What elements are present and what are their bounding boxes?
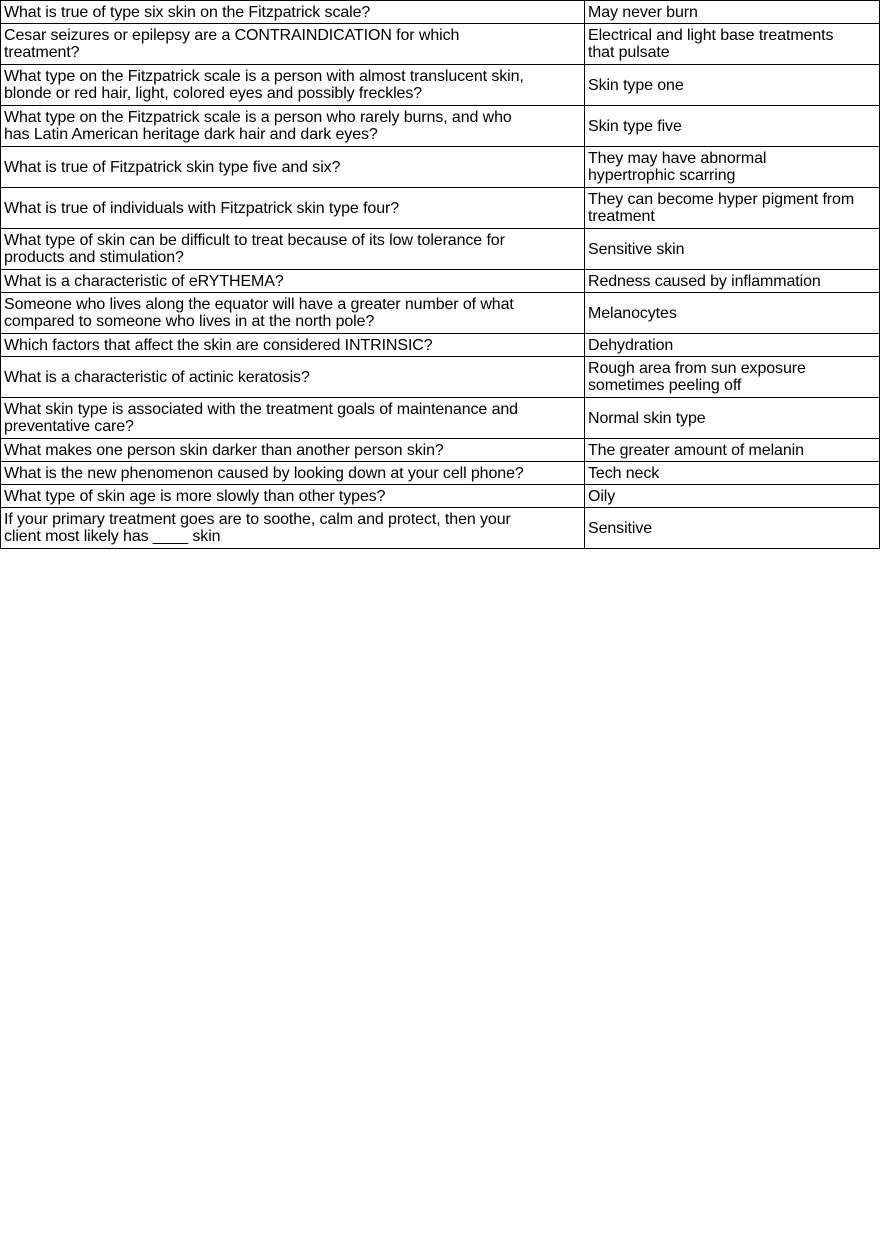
table-row xyxy=(1,357,880,398)
table-row xyxy=(1,229,880,270)
flashcard-table-body xyxy=(1,1,880,549)
table-row xyxy=(1,147,880,188)
question-cell: Which factors that affect the skin are considered INTRINSIC? xyxy=(1,334,585,357)
question-cell: If your primary treatment goes are to soothe, calm and protect, then your client most likely has ____ skin xyxy=(1,508,585,549)
answer-cell: Sensitive skin xyxy=(585,229,880,270)
question-cell: What is a characteristic of actinic keratosis? xyxy=(1,357,585,398)
answer-cell: Rough area from sun exposure sometimes peeling off xyxy=(585,357,880,398)
question-cell: What is a characteristic of eRYTHEMA? xyxy=(1,270,585,293)
answer-cell: Electrical and light base treatments that pulsate xyxy=(585,24,880,65)
answer-cell: Sensitive xyxy=(585,508,880,549)
question-cell: What is true of type six skin on the Fitzpatrick scale? xyxy=(1,1,585,24)
answer-cell: They can become hyper pigment from treatment xyxy=(585,188,880,229)
question-cell: What makes one person skin darker than another person skin? xyxy=(1,439,585,462)
answer-cell: Tech neck xyxy=(585,462,880,485)
answer-cell: Redness caused by inflammation xyxy=(585,270,880,293)
question-cell: What is true of Fitzpatrick skin type five and six? xyxy=(1,147,585,188)
question-cell: Cesar seizures or epilepsy are a CONTRAINDICATION for which treatment? xyxy=(1,24,585,65)
answer-cell: Skin type one xyxy=(585,65,880,106)
table-row xyxy=(1,293,880,334)
table-row xyxy=(1,65,880,106)
table-row xyxy=(1,24,880,65)
question-cell: What type on the Fitzpatrick scale is a person who rarely burns, and who has Latin American heritage dark hair and dark eyes? xyxy=(1,106,585,147)
flashcard-table xyxy=(0,0,880,549)
table-row xyxy=(1,1,880,24)
answer-cell: Dehydration xyxy=(585,334,880,357)
table-row xyxy=(1,334,880,357)
table-row xyxy=(1,188,880,229)
answer-cell: The greater amount of melanin xyxy=(585,439,880,462)
question-cell: What type on the Fitzpatrick scale is a person with almost translucent skin, blonde or red hair, light, colored eyes and possibly freckles? xyxy=(1,65,585,106)
answer-cell: Oily xyxy=(585,485,880,508)
question-cell: What skin type is associated with the treatment goals of maintenance and preventative care? xyxy=(1,398,585,439)
answer-cell: Normal skin type xyxy=(585,398,880,439)
answer-cell: Skin type five xyxy=(585,106,880,147)
table-row xyxy=(1,508,880,549)
table-row xyxy=(1,270,880,293)
table-row xyxy=(1,462,880,485)
question-cell: What is true of individuals with Fitzpatrick skin type four? xyxy=(1,188,585,229)
table-row xyxy=(1,439,880,462)
question-cell: What type of skin can be difficult to treat because of its low tolerance for products and stimulation? xyxy=(1,229,585,270)
question-cell: What type of skin age is more slowly than other types? xyxy=(1,485,585,508)
answer-cell: Melanocytes xyxy=(585,293,880,334)
answer-cell: May never burn xyxy=(585,1,880,24)
table-row xyxy=(1,485,880,508)
table-row xyxy=(1,106,880,147)
question-cell: Someone who lives along the equator will have a greater number of what compared to someone who lives in at the north pole? xyxy=(1,293,585,334)
answer-cell: They may have abnormal hypertrophic scarring xyxy=(585,147,880,188)
table-row xyxy=(1,398,880,439)
question-cell: What is the new phenomenon caused by looking down at your cell phone? xyxy=(1,462,585,485)
